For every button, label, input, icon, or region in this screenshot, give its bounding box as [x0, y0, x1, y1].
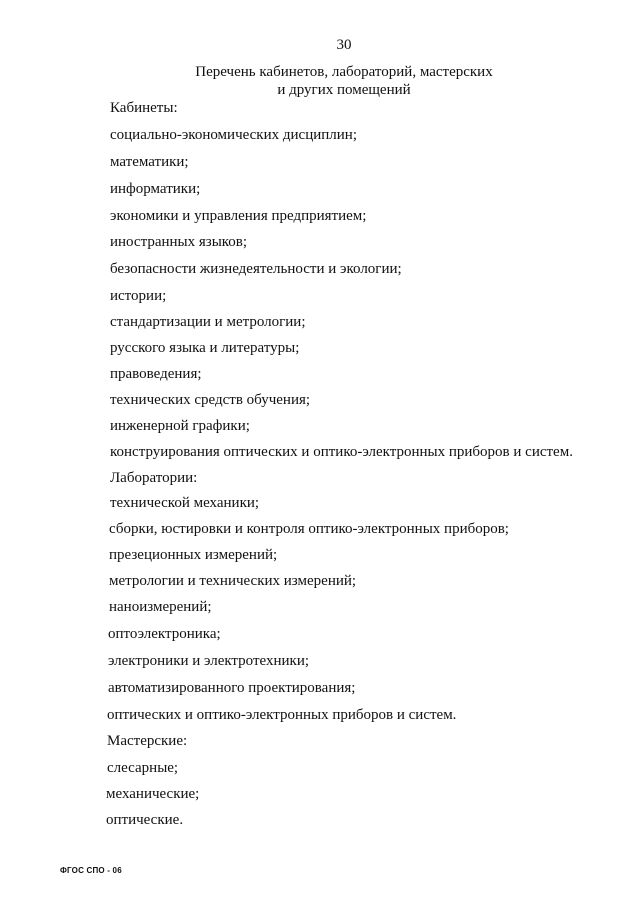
cabinet-item: технических средств обучения; — [110, 392, 311, 408]
footer-code: ФГОС СПО - 06 — [60, 866, 122, 875]
page-number: 30 — [336, 37, 352, 53]
page-title — [0, 63, 640, 99]
title-line-1: Перечень кабинетов, лабораторий, мастерских — [195, 64, 493, 80]
lab-item: электроники и электротехники; — [108, 653, 310, 669]
cabinet-item: стандартизации и метрологии; — [110, 314, 306, 330]
cabinet-item: безопасности жизнедеятельности и экологии; — [110, 261, 402, 277]
workshops-heading: Мастерские: — [107, 733, 188, 749]
lab-item: презеционных измерений; — [109, 547, 278, 563]
lab-item: оптических и оптико-электронных приборов и систем. — [107, 707, 457, 723]
lab-item: наноизмерений; — [109, 599, 212, 615]
labs-heading: Лаборатории: — [110, 470, 198, 486]
title-line-2: и других помещений — [277, 82, 411, 98]
workshop-item: оптические. — [106, 812, 184, 828]
lab-item: оптоэлектроника; — [108, 626, 221, 642]
lab-item: технической механики; — [110, 495, 260, 511]
cabinet-item: конструирования оптических и оптико-электронных приборов и систем. — [110, 444, 573, 460]
cabinet-item: иностранных языков; — [110, 234, 248, 250]
workshop-item: механические; — [106, 786, 200, 802]
lab-item: метрологии и технических измерений; — [109, 573, 357, 589]
lab-item: сборки, юстировки и контроля оптико-электронных приборов; — [109, 521, 509, 537]
workshop-item: слесарные; — [107, 760, 179, 776]
cabinet-item: правоведения; — [110, 366, 202, 382]
cabinet-item: информатики; — [110, 181, 201, 197]
cabinet-item: инженерной графики; — [110, 418, 250, 434]
cabinet-item: математики; — [110, 154, 189, 170]
cabinet-item: экономики и управления предприятием; — [110, 208, 367, 224]
lab-item: автоматизированного проектирования; — [108, 680, 356, 696]
cabinets-heading: Кабинеты: — [110, 100, 178, 116]
cabinet-item: социально-экономических дисциплин; — [110, 127, 357, 143]
cabinet-item: истории; — [110, 288, 167, 304]
cabinet-item: русского языка и литературы; — [110, 340, 300, 356]
